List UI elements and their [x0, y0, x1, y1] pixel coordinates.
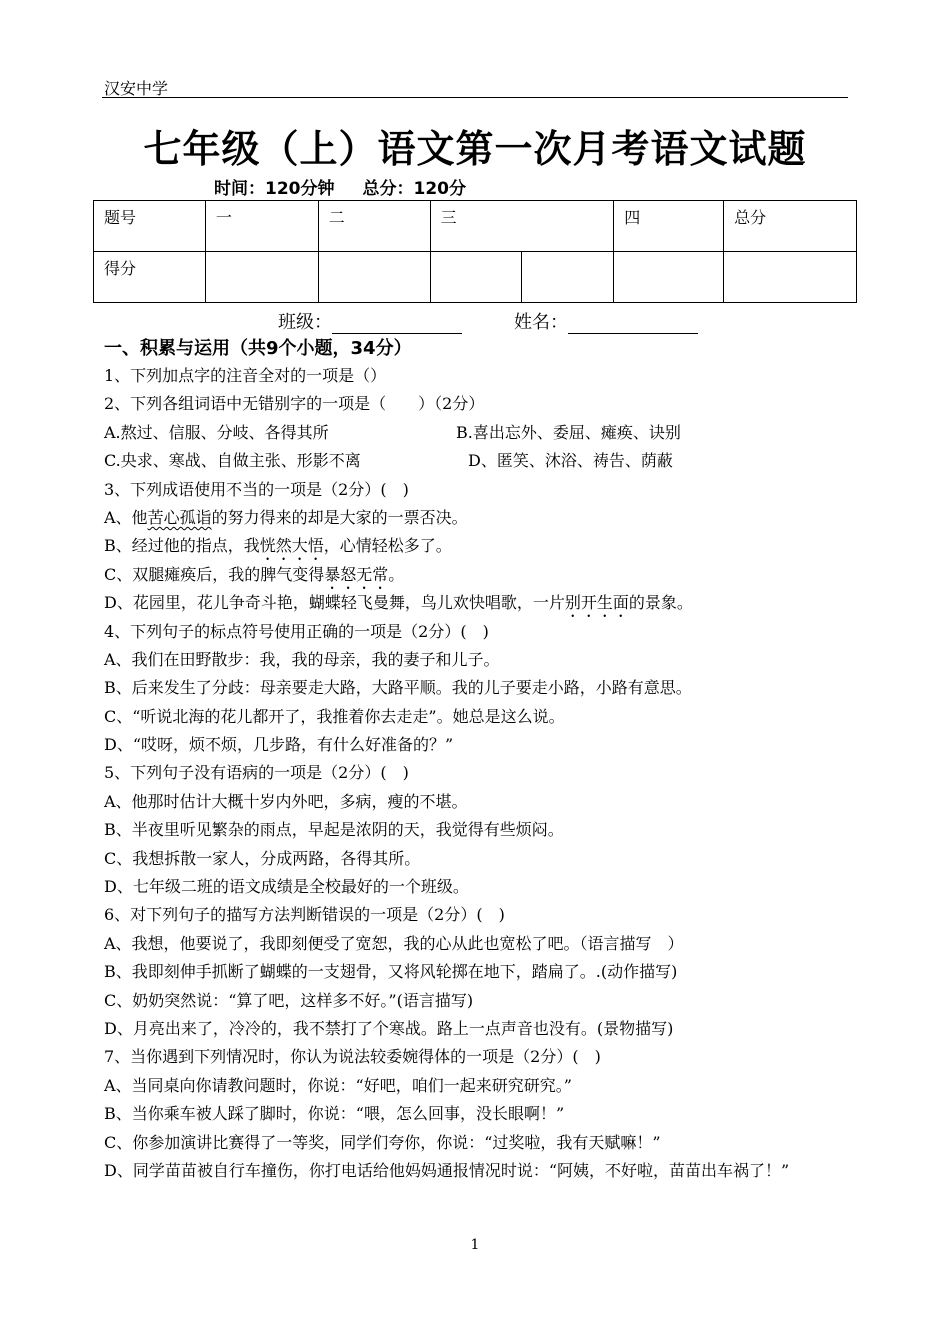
- marked-idiom: 暴怒无常: [324, 564, 389, 584]
- question-list: [104, 362, 850, 1185]
- option: B、后来发生了分歧：母亲要走大路，大路平顺。我的儿子要走小路，小路有意思。: [104, 678, 692, 698]
- option: [104, 561, 850, 589]
- option: C、奶奶突然说：“算了吧，这样多不好。”(语言描写): [104, 990, 474, 1010]
- option: D、“哎呀，烦不烦，几步路，有什么好准备的？”: [104, 735, 454, 755]
- school-name: 汉安中学: [104, 79, 169, 98]
- score-table-header-cell: 题号: [94, 201, 206, 252]
- option-text: A、他: [104, 507, 148, 527]
- score-table-header-cell: 四: [614, 201, 724, 252]
- option: B.喜出忘外、委屈、瘫痪、诀别: [456, 422, 681, 442]
- name-blank[interactable]: [568, 315, 698, 334]
- question-stem: 6、对下列句子的描写方法判断错误的一项是（2分）( ): [104, 905, 505, 925]
- class-blank[interactable]: [332, 315, 462, 334]
- option: C、我想拆散一家人，分成两路，各得其所。: [104, 848, 421, 868]
- option: D、月亮出来了，冷冷的，我不禁打了个寒战。路上一点声音也没有。(景物描写): [104, 1018, 674, 1038]
- score-input-cell[interactable]: [724, 252, 857, 303]
- question-stem: 4、下列句子的标点符号使用正确的一项是（2分）( ): [104, 621, 489, 641]
- option-text: 。: [388, 564, 405, 584]
- option-row: [104, 419, 850, 447]
- exam-time: 时间：120分钟: [214, 179, 335, 199]
- option: [104, 589, 850, 617]
- page-number: 1: [470, 1237, 480, 1253]
- score-input-cell[interactable]: [318, 252, 430, 303]
- score-table-header-cell: 三: [430, 201, 614, 252]
- option: C.央求、寒战、自做主张、形影不离: [104, 451, 361, 471]
- option: B、半夜里听见繁杂的雨点，早起是浓阴的天，我觉得有些烦闷。: [104, 820, 564, 840]
- option: A.熬过、信服、分岐、各得其所: [104, 422, 329, 442]
- option: B、我即刻伸手抓断了蝴蝶的一支翅骨，又将风轮掷在地下，踏扁了。.(动作描写): [104, 962, 678, 982]
- section-heading: 一、积累与运用（共9个小题，34分）: [104, 338, 412, 359]
- option-text: ，心情轻松多了。: [323, 536, 452, 556]
- score-input-cell[interactable]: [205, 252, 318, 303]
- option: A、当同桌向你请教问题时，你说：“好吧，咱们一起来研究研究。”: [104, 1075, 572, 1095]
- option-text: D、花园里，花儿争奇斗艳，蝴蝶轻飞曼舞，鸟儿欢快唱歌，一片: [104, 593, 565, 613]
- marked-idiom: 苦心孤诣: [147, 507, 212, 527]
- option-text: B、经过他的指点，我: [104, 536, 260, 556]
- option-text: 的努力得来的却是大家的一票否决。: [211, 507, 468, 527]
- option: A、我想，他要说了，我即刻便受了宽恕，我的心从此也宽松了吧。（语言描写 ）: [104, 933, 684, 953]
- marked-idiom: 恍然大悟: [259, 536, 324, 556]
- question-stem: 7、当你遇到下列情况时，你认为说法较委婉得体的一项是（2分）( ): [104, 1047, 601, 1067]
- option: D、匿笑、沐浴、祷告、荫蔽: [468, 451, 673, 471]
- option: A、他那时估计大概十岁内外吧，多病，瘦的不堪。: [104, 791, 468, 811]
- score-table-header-cell: 二: [318, 201, 430, 252]
- student-info-line: [278, 308, 698, 334]
- score-input-cell[interactable]: [522, 252, 614, 303]
- option: C、“听说北海的花儿都开了，我推着你去走走”。她总是这么说。: [104, 706, 565, 726]
- exam-info: [214, 174, 466, 199]
- question-stem: 5、下列句子没有语病的一项是（2分）( ): [104, 763, 409, 783]
- score-input-cell[interactable]: [430, 252, 522, 303]
- header-rule: [102, 97, 848, 98]
- option: [104, 504, 850, 532]
- score-table: [93, 200, 857, 303]
- option: A、我们在田野散步：我，我的母亲，我的妻子和儿子。: [104, 649, 500, 669]
- question-stem: 3、下列成语使用不当的一项是（2分）( ): [104, 479, 409, 499]
- exam-total: 总分：120分: [362, 179, 466, 199]
- option: D、同学苗苗被自行车撞伤，你打电话给他妈妈通报情况时说：“阿姨，不好啦，苗苗出车祸了！”: [104, 1160, 790, 1180]
- class-label: 班级：: [278, 312, 332, 333]
- score-table-header-cell: 一: [205, 201, 318, 252]
- option-row: [104, 447, 850, 475]
- option: [104, 532, 850, 560]
- marked-idiom: 别开生面: [564, 593, 629, 613]
- score-input-cell[interactable]: [614, 252, 724, 303]
- name-label: 姓名：: [514, 312, 568, 333]
- option: B、当你乘车被人踩了脚时，你说：“喂，怎么回事，没长眼啊！”: [104, 1104, 565, 1124]
- score-table-header-row: [94, 201, 857, 252]
- score-label-cell: 得分: [94, 252, 206, 303]
- option: D、七年级二班的语文成绩是全校最好的一个班级。: [104, 877, 469, 897]
- question-stem: 1、下列加点字的注音全对的一项是（）: [104, 366, 387, 385]
- score-table-header-cell: 总分: [724, 201, 857, 252]
- score-table-score-row: [94, 252, 857, 303]
- option-text: C、双腿瘫痪后，我的脾气变得: [104, 564, 325, 584]
- option-text: 的景象。: [628, 593, 693, 613]
- question-stem: 2、下列各组词语中无错别字的一项是（ ）（2分）: [104, 394, 485, 414]
- exam-title: 七年级（上）语文第一次月考语文试题: [143, 127, 807, 171]
- option: C、你参加演讲比赛得了一等奖，同学们夸你，你说：“过奖啦，我有天赋嘛！”: [104, 1132, 661, 1152]
